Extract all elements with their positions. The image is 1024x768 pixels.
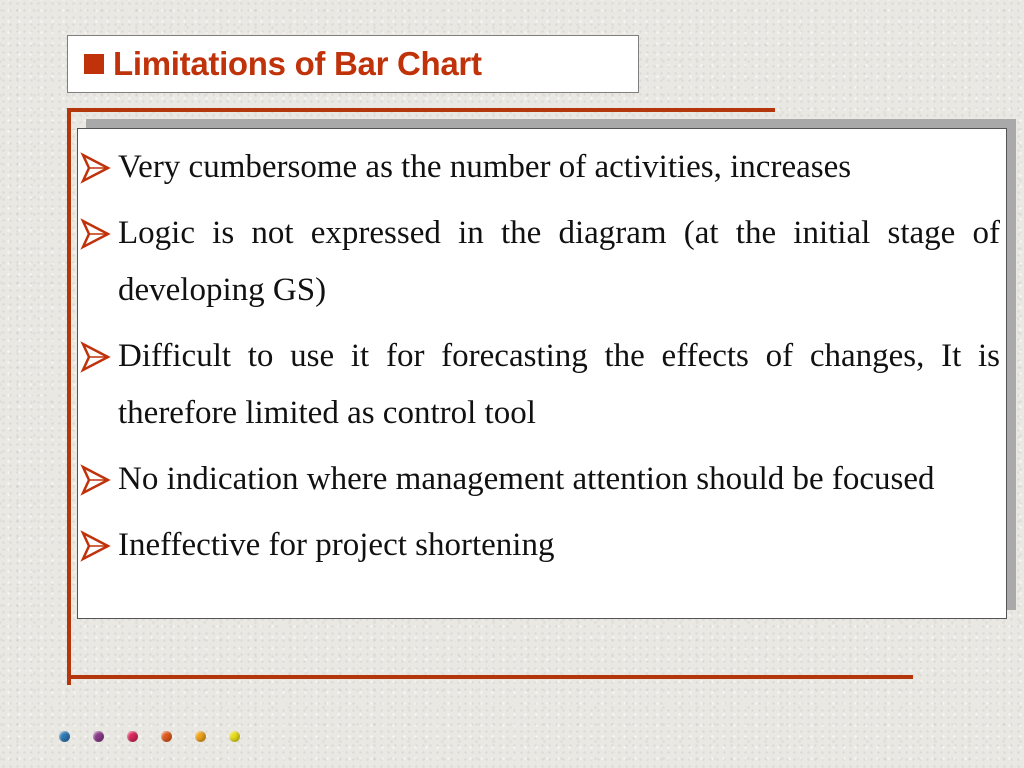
- arrow-bullet-icon: [80, 152, 112, 184]
- content-box: [77, 128, 1007, 619]
- arrow-bullet-icon: [80, 530, 112, 562]
- bullet-text: Difficult to use it for forecasting the effects of changes, It is therefore limited as control tool: [118, 338, 1000, 431]
- slide-title: Limitations of Bar Chart: [113, 45, 482, 82]
- frame-line-top: [67, 108, 775, 112]
- bullet-list: [78, 129, 1006, 574]
- footer-dot-icon: [93, 731, 104, 742]
- square-bullet-icon: [84, 54, 104, 74]
- bullet-text: Ineffective for project shortening: [118, 527, 555, 563]
- arrow-bullet-icon: [80, 341, 112, 373]
- footer-dot-icon: [127, 731, 138, 742]
- frame-line-left: [67, 108, 71, 685]
- arrow-bullet-icon: [80, 218, 112, 250]
- arrow-bullet-icon: [80, 464, 112, 496]
- slide-title-box: [67, 35, 639, 93]
- bullet-text: Logic is not expressed in the diagram (at the initial stage of developing GS): [118, 215, 1000, 308]
- footer-dot-icon: [229, 731, 240, 742]
- bullet-item: [78, 517, 1000, 574]
- bullet-item: [78, 451, 1000, 508]
- footer-dot-icon: [195, 731, 206, 742]
- bullet-item: [78, 139, 1000, 196]
- bullet-item: [78, 205, 1000, 319]
- bullet-text: No indication where management attention should be focused: [118, 461, 935, 497]
- bullet-item: [78, 328, 1000, 442]
- footer-dot-icon: [161, 731, 172, 742]
- frame-line-bottom: [67, 675, 913, 679]
- footer-dot-icon: [59, 731, 70, 742]
- footer-dots: [59, 731, 240, 742]
- bullet-text: Very cumbersome as the number of activities, increases: [118, 149, 852, 185]
